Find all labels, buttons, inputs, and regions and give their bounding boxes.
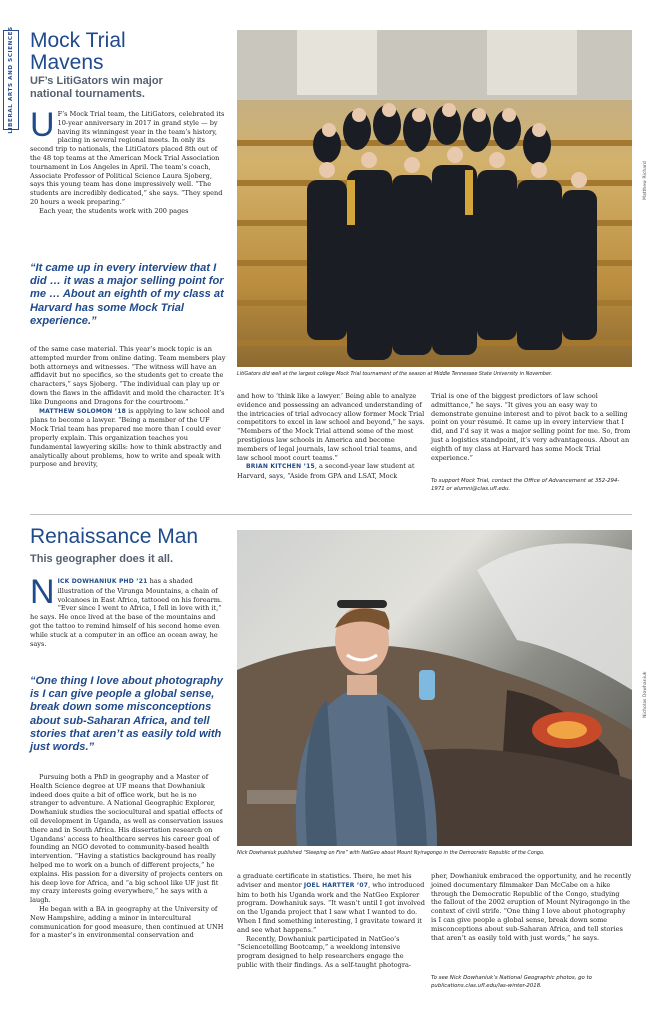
article2-pull-quote: “One thing I love about photography is I can give people a global sense, break down some misconceptions about sub-Saharan Africa, and tell stories that aren’t as easily told with just words.” (30, 675, 223, 754)
article2-lead-text: has a shaded illustration of the Virunga Mountains, a chain of volcanoes in East Africa, tattooed on his forearm. “Ever since I went to Africa, I fell in love with it,” he says. He once lived at the base of the mountains and got the tattoo to remind himself of his second home even while stuck at a computer in an office an ocean away, he says. (30, 577, 222, 648)
article2-column-2-text-2: , who introduced him to both his Uganda work and the NatGeo Explorer program. Dowhaniuk says. “It wasn’t until I got involved on the Uganda project that I saw what I wanted to do. When I find something interesting, I gravitate toward it and see what happens.” (237, 880, 426, 934)
article1-deck: UF’s LitiGators win major national tournaments. (30, 75, 163, 101)
article2-paragraph-3: He began with a BA in geography at the University of New Hampshire, adding a minor in intercultural communication for good measure, then continued at UNH for a master’s in environmental conservation and (30, 904, 224, 940)
article2-dropcap: N (30, 573, 55, 611)
article1-title: Mock Trial Mavens (30, 29, 126, 75)
section-tab (3, 26, 19, 134)
article2-photo-credit: Nicholas Dowhaniuk (643, 671, 648, 718)
article2-column-1-continued (30, 773, 226, 940)
article1-column-1 (30, 106, 226, 216)
article1-paragraph-3: of the same case material. This year’s mock topic is an attempted murder from online dating. Team members play both attorneys and witnesses. “The witness will have an affidavit but no specifics, so the students get to create the characters,” says Sjoberg. “The individual can play up or down the flaws in the affidavit and mold the character. It’s like Dungeons and Dragons for the courtroom.” (30, 345, 226, 406)
mock-trial-team-illustration (237, 30, 632, 367)
article2-column-2 (237, 872, 425, 970)
article2-column-2-text: a graduate certificate in statistics. There, he met his adviser and mentor (237, 872, 412, 889)
article2-deck: This geographer does it all. (30, 553, 174, 565)
article2-column-2-paragraph-2: Recently, Dowhaniuk participated in NatGeo’s “Sciencetelling Bootcamp,” a weeklong intensive program designed to help researchers engage the public with their findings. As a self-taught photogra- (237, 934, 412, 969)
article1-support-note: To support Mock Trial, contact the Office of Advancement at 352-294-1971 or alumni@clas.ufl.edu. (431, 478, 620, 492)
article2-photos-note: To see Nick Dowhaniuk’s National Geographic photos, go to publications.clas.ufl.edu/las-winter-2018. (431, 975, 592, 989)
article2-column-3-text: pher, Dowhaniuk embraced the opportunity, and he recently joined documentary filmmaker Dan McCabe on a hike through the Democratic Republic of the Congo, studying the fallout of the 2002 eruption of Mount Nyiragongo in the context of civil strife. “One thing I love about photography is I can give people a global sense, break down some misconceptions about sub-Saharan Africa, and tell stories that aren’t as easily told with just words,” he says. (431, 872, 632, 942)
article1-lead: F’s Mock Trial team, the LitiGators, celebrated its 10-year anniversary in 2017 in grand style — by having its winningest year in the team’s history, placing in several regional meets. In only its second trip to nationals, the LitiGators placed 8th out of the 48 top teams at the American Mock Trial Association tournament in Los Angeles in April. The team’s coach, Associate Professor of Political Science Laura Sjoberg, says this young team has done impressively well. “The students are incredibly dedicated,” she says. “They spend 20 hours a week preparing.” (30, 110, 225, 206)
article1-photo-caption: LitiGators did well at the largest college Mock Trial tournament of the season at Middle Tennessee State University in November. (237, 371, 553, 377)
article2-lead (30, 573, 226, 648)
volcano-portrait-illustration (237, 530, 632, 846)
mock-trial-team-photo (237, 30, 632, 367)
article2-photo-caption: Nick Dowhaniuk published “Sleeping on Fire” with NatGeo about Mount Nyiragongo in the Democratic Republic of the Congo. (237, 850, 545, 856)
article1-column-2-text-2: , a second-year law student at Harvard, says, “Aside from GPA and LSAT, Mock (237, 462, 415, 481)
section-divider (30, 514, 632, 515)
article2-column-3 (431, 872, 632, 942)
article2-column-2-paragraph (237, 872, 425, 935)
article2-title: Renaissance Man (30, 525, 199, 548)
article1-column-1-continued (30, 345, 226, 469)
article2-person-name: ICK DOWHANIUK PHD ’21 (57, 578, 148, 585)
article1-column-2-paragraph (237, 462, 425, 481)
article1-column-3 (431, 392, 632, 462)
article1-column-2 (237, 392, 425, 481)
article1-paragraph-4 (30, 407, 226, 470)
article1-dropcap: U (30, 106, 55, 144)
volcano-portrait-photo (237, 530, 632, 846)
article1-person-name-2: BRIAN KITCHEN ’15 (246, 463, 315, 471)
article2-paragraph-2: Pursuing both a PhD in geography and a Master of Health Science degree at UF means that Dowhaniuk indeed does quite a bit of office work, but he is no stranger to adventure. A National Geographic Explorer, Dowhaniuk studies the sociocultural and spatial effects of oil development in Uganda, as well as conservation issues there and in South Africa. His dissertation research on Ugandans’ access to healthcare serves his career goal of founding an NGO devoted to community-based health intervention. “Having a statistics background has really helped me to work on a bunch of different projects,” he explains. His passion for a diversity of projects centers on his deep love for Africa, and “a big school like UF just fit my crazy interests going everywhere,” he says with a laugh. (30, 773, 224, 905)
section-tab-label: LIBERAL ARTS AND SCIENCES (8, 26, 14, 134)
article1-paragraph-2: Each year, the students work with 200 pages (39, 206, 189, 215)
article2-column-1 (30, 573, 226, 648)
article1-pull-quote: “It came up in every interview that I did … it was a major selling point for me … About an eighth of my class at Harvard has some Mock Trial experience.” (30, 262, 224, 327)
article2-person-name-2: JOEL HARTTER ’07 (303, 881, 369, 889)
article1-column-2-text: and how to ‘think like a lawyer.’ Being able to analyze evidence and possessing an advanced understanding of the intricacies of trial advocacy allow former Mock Trial competitors to excel in law school and beyond,” he says. “Members of the Mock Trial attend some of the most prestigious law schools in America and become members of legal journals, law school trial teams, and law school moot court teams.” (237, 392, 425, 462)
article1-paragraph-4-text: is applying to law school and plans to become a lawyer. “Being a member of the UF Mock Trial team has prepared me more than I could ever properly explain. This organization teaches you fundamental lawyering skills: how to think abstractly and analytically about problems, how to write and speak with purpose and brevity, (30, 406, 225, 469)
article1-photo-credit: Matthew Richard (643, 161, 648, 200)
article1-person-name: MATTHEW SOLOMON ’18 (39, 407, 127, 415)
article1-column-3-text: Trial is one of the biggest predictors of law school admittance,” he says. “It gives you an easy way to demonstrate genuine interest and to pivot back to a selling point on your résumé. It came up in every interview that I did, and I’d say it was a major selling point for me. So, from just a logistics standpoint, it’s very advantageous. About an eighth of my class at Harvard has some Mock Trial experience.” (431, 392, 631, 462)
